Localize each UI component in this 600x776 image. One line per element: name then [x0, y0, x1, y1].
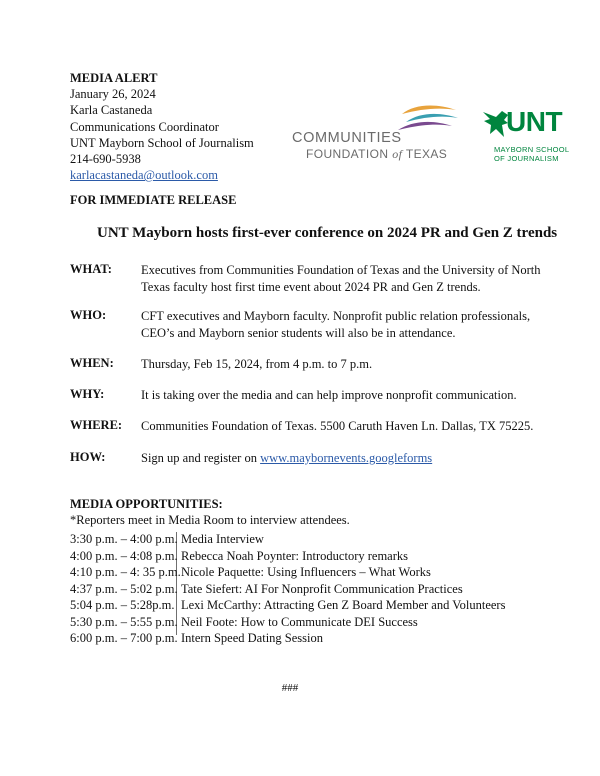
- schedule-time: 5:30 p.m. – 5:55 p.m.: [70, 614, 178, 629]
- unt-wordmark: UNT: [506, 106, 563, 137]
- schedule-row: [70, 597, 505, 614]
- who-label: WHO:: [70, 308, 107, 322]
- cft-name-line1: COMMUNITIES: [292, 130, 402, 146]
- schedule-time: 3:30 p.m. – 4:00 p.m.: [70, 532, 178, 546]
- schedule-time: 4:10 p.m. – 4: 35 p.m.: [70, 565, 181, 579]
- contact-block: [70, 70, 254, 183]
- schedule-time: 4:37 p.m. – 5:02 p.m.: [70, 581, 178, 596]
- release-line: FOR IMMEDIATE RELEASE: [70, 193, 237, 207]
- schedule-item: Neil Foote: How to Communicate DEI Success: [181, 614, 418, 629]
- how-label: HOW:: [70, 450, 106, 464]
- schedule-row: [70, 630, 505, 647]
- contact-name: Karla Castaneda: [70, 103, 153, 118]
- schedule-time: 6:00 p.m. – 7:00 p.m.: [70, 631, 178, 645]
- schedule-row: [70, 614, 505, 631]
- contact-title: Communications Coordinator: [70, 119, 219, 134]
- alert-date: January 26, 2024: [70, 87, 156, 102]
- how-text: [141, 450, 541, 467]
- where-text: Communities Foundation of Texas. 5500 Caruth Haven Ln. Dallas, TX 75225.: [141, 419, 534, 433]
- where-label: WHERE:: [70, 418, 123, 432]
- unt-subtitle-2: OF JOURNALISM: [494, 154, 559, 163]
- unt-subtitle-1: MAYBORN SCHOOL: [494, 145, 570, 154]
- schedule-item: Lexi McCarthy: Attracting Gen Z Board Member and Volunteers: [181, 598, 506, 612]
- schedule-item: Nicole Paquette: Using Influencers – What Works: [181, 565, 431, 579]
- schedule-table: [70, 531, 505, 647]
- when-label: WHEN:: [70, 356, 114, 370]
- schedule-time: 5:04 p.m. – 5:28p.m.: [70, 598, 175, 612]
- schedule-item: Rebecca Noah Poynter: Introductory remarks: [181, 548, 409, 563]
- media-alert-heading: MEDIA ALERT: [70, 71, 158, 85]
- headline: UNT Mayborn hosts first-ever conference on 2024 PR and Gen Z trends: [97, 225, 558, 241]
- contact-email-link[interactable]: karlacastaneda@outlook.com: [70, 168, 218, 183]
- when-text: Thursday, Feb 15, 2024, from 4 p.m. to 7 p.m.: [141, 357, 373, 371]
- why-text: It is taking over the media and can help improve nonprofit communication.: [141, 388, 517, 402]
- cft-name-line2: FOUNDATION of TEXAS: [306, 147, 448, 161]
- who-text: CFT executives and Mayborn faculty. Nonprofit public relation professionals, CEO’s and Mayborn senior students will also be in attendance.: [141, 309, 531, 340]
- media-note: *Reporters meet in Media Room to interview attendees.: [70, 513, 350, 527]
- contact-phone: 214-690-5938: [70, 152, 141, 167]
- media-heading: MEDIA OPPORTUNITIES:: [70, 497, 223, 511]
- what-text: Executives from Communities Foundation of Texas and the University of North Texas faculty host first time event about 2024 PR and Gen Z trends.: [141, 263, 541, 294]
- schedule-row: [70, 581, 505, 598]
- cft-logo: [292, 104, 467, 162]
- contact-org: UNT Mayborn School of Journalism: [70, 135, 254, 150]
- end-mark: ###: [281, 682, 299, 694]
- schedule-row: [70, 548, 505, 565]
- why-label: WHY:: [70, 387, 105, 401]
- schedule-row: [70, 564, 505, 581]
- schedule-row: [70, 531, 505, 548]
- schedule-item: Intern Speed Dating Session: [181, 631, 323, 645]
- schedule-item: Media Interview: [181, 532, 264, 546]
- schedule-time: 4:00 p.m. – 4:08 p.m.: [70, 548, 178, 563]
- cft-swoosh-icon: [396, 104, 462, 134]
- how-prefix: Sign up and register on: [141, 451, 261, 465]
- unt-logo: [482, 107, 572, 177]
- what-label: WHAT:: [70, 262, 112, 276]
- register-link[interactable]: www.maybornevents.googleforms: [260, 451, 433, 465]
- schedule-item: Tate Siefert: AI For Nonprofit Communication Practices: [181, 581, 463, 596]
